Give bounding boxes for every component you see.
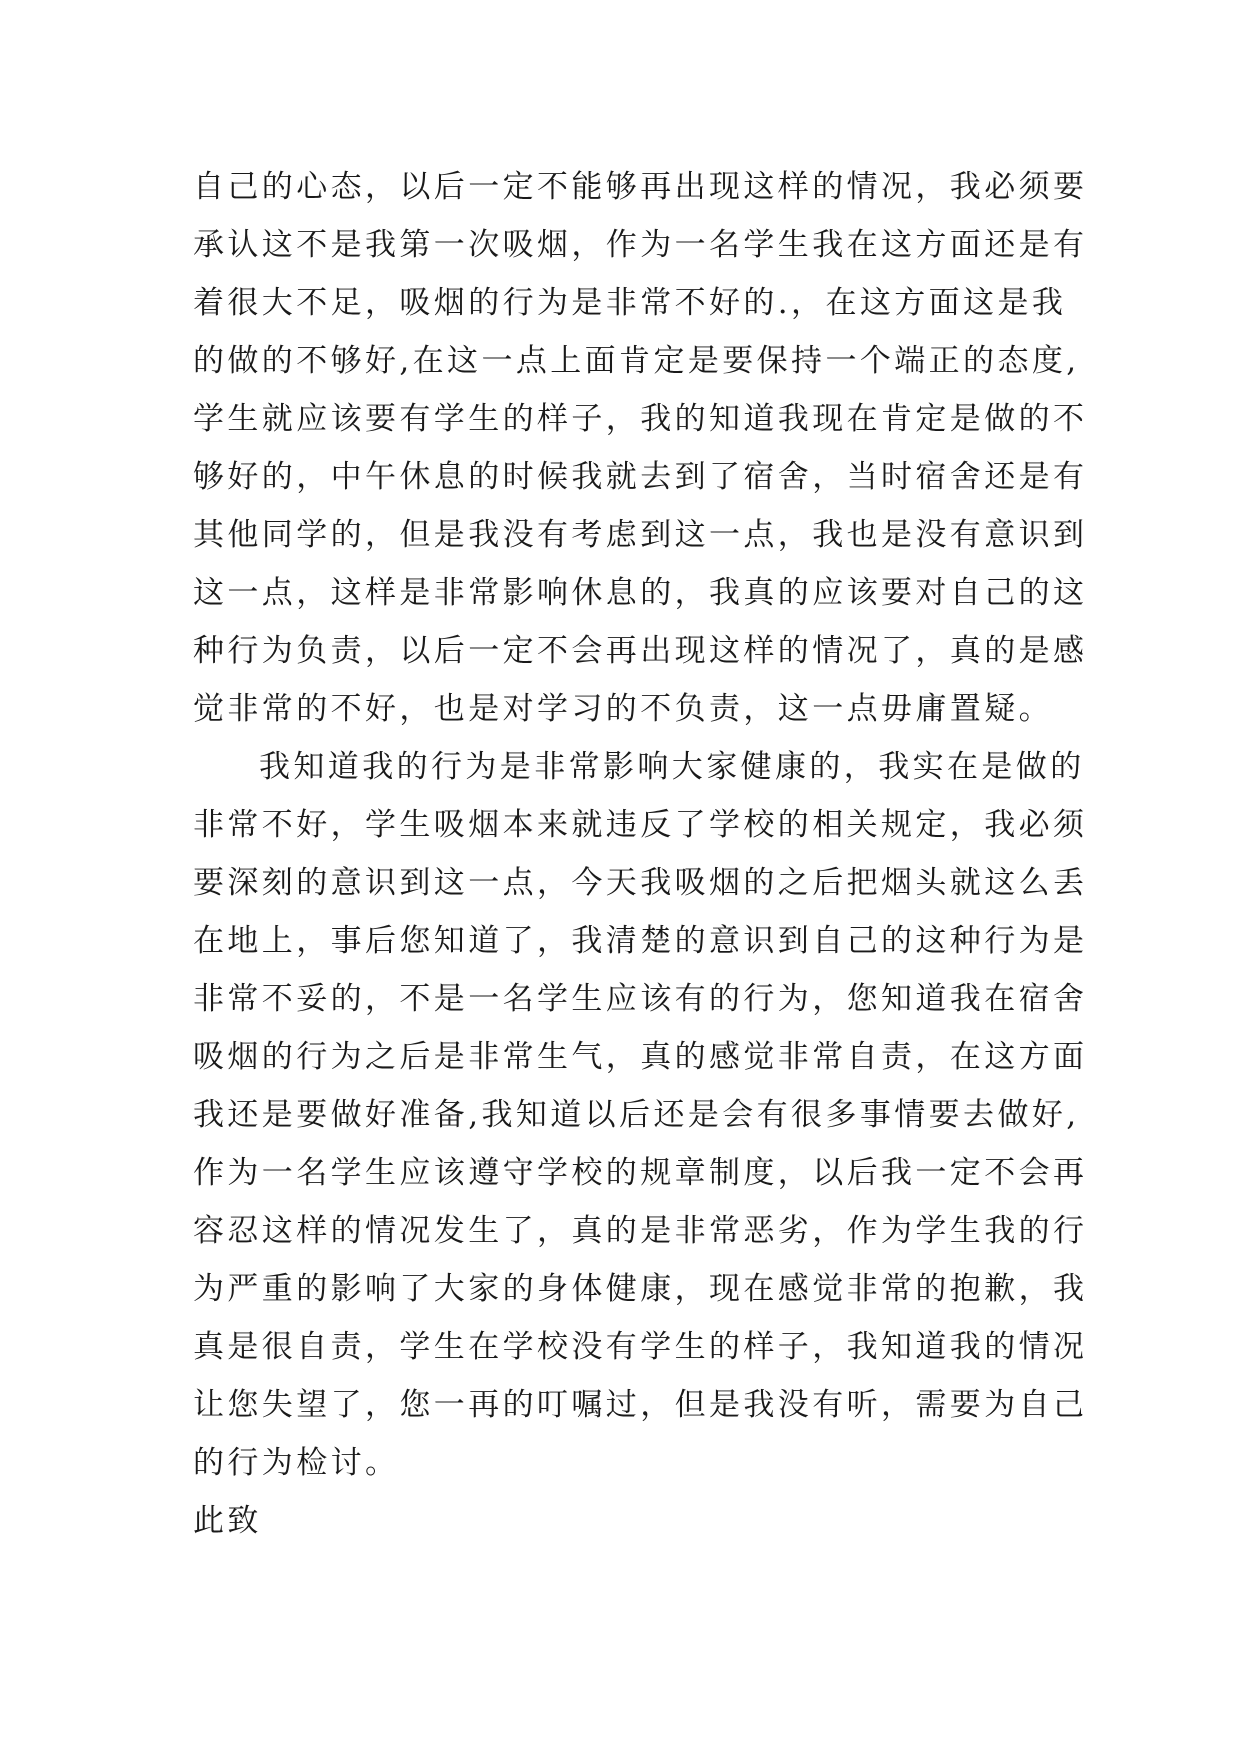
paragraph-start-line: 我知道我的行为是非常影响大家健康的，我实在是做的	[259, 749, 1085, 785]
text-line: 要深刻的意识到这一点，今天我吸烟的之后把烟头就这么丢	[193, 865, 1088, 901]
text-line: 觉非常的不好，也是对学习的不负责，这一点毋庸置疑。	[193, 691, 1053, 727]
text-line: 在地上，事后您知道了，我清楚的意识到自己的这种行为是	[193, 923, 1088, 959]
closing-salutation: 此致	[193, 1503, 262, 1539]
text-line: 真是很自责，学生在学校没有学生的样子，我知道我的情况	[193, 1329, 1088, 1365]
text-line: 自己的心态，以后一定不能够再出现这样的情况，我必须要	[193, 169, 1088, 205]
text-line: 学生就应该要有学生的样子，我的知道我现在肯定是做的不	[193, 401, 1088, 437]
text-line: 非常不妥的，不是一名学生应该有的行为，您知道我在宿舍	[193, 981, 1088, 1017]
text-line: 着很大不足，吸烟的行为是非常不好的.，在这方面这是我	[193, 285, 1067, 321]
text-line: 为严重的影响了大家的身体健康，现在感觉非常的抱歉，我	[193, 1271, 1088, 1307]
text-line: 够好的，中午休息的时候我就去到了宿舍，当时宿舍还是有	[193, 459, 1088, 495]
text-line: 让您失望了，您一再的叮嘱过，但是我没有听，需要为自己	[193, 1387, 1088, 1423]
text-line: 种行为负责，以后一定不会再出现这样的情况了，真的是感	[193, 633, 1088, 669]
text-line: 容忍这样的情况发生了，真的是非常恶劣，作为学生我的行	[193, 1213, 1088, 1249]
text-line: 我还是要做好准备,我知道以后还是会有很多事情要去做好,	[193, 1097, 1080, 1133]
text-line: 的行为检讨。	[193, 1445, 400, 1481]
text-line: 的做的不够好,在这一点上面肯定是要保持一个端正的态度,	[193, 343, 1080, 379]
body-text	[193, 158, 1088, 1550]
text-line: 其他同学的，但是我没有考虑到这一点，我也是没有意识到	[193, 517, 1088, 553]
text-line: 非常不好，学生吸烟本来就违反了学校的相关规定，我必须	[193, 807, 1088, 843]
text-line: 承认这不是我第一次吸烟，作为一名学生我在这方面还是有	[193, 227, 1088, 263]
text-line: 这一点，这样是非常影响休息的，我真的应该要对自己的这	[193, 575, 1088, 611]
text-line: 吸烟的行为之后是非常生气，真的感觉非常自责，在这方面	[193, 1039, 1088, 1075]
text-line: 作为一名学生应该遵守学校的规章制度，以后我一定不会再	[193, 1155, 1088, 1191]
